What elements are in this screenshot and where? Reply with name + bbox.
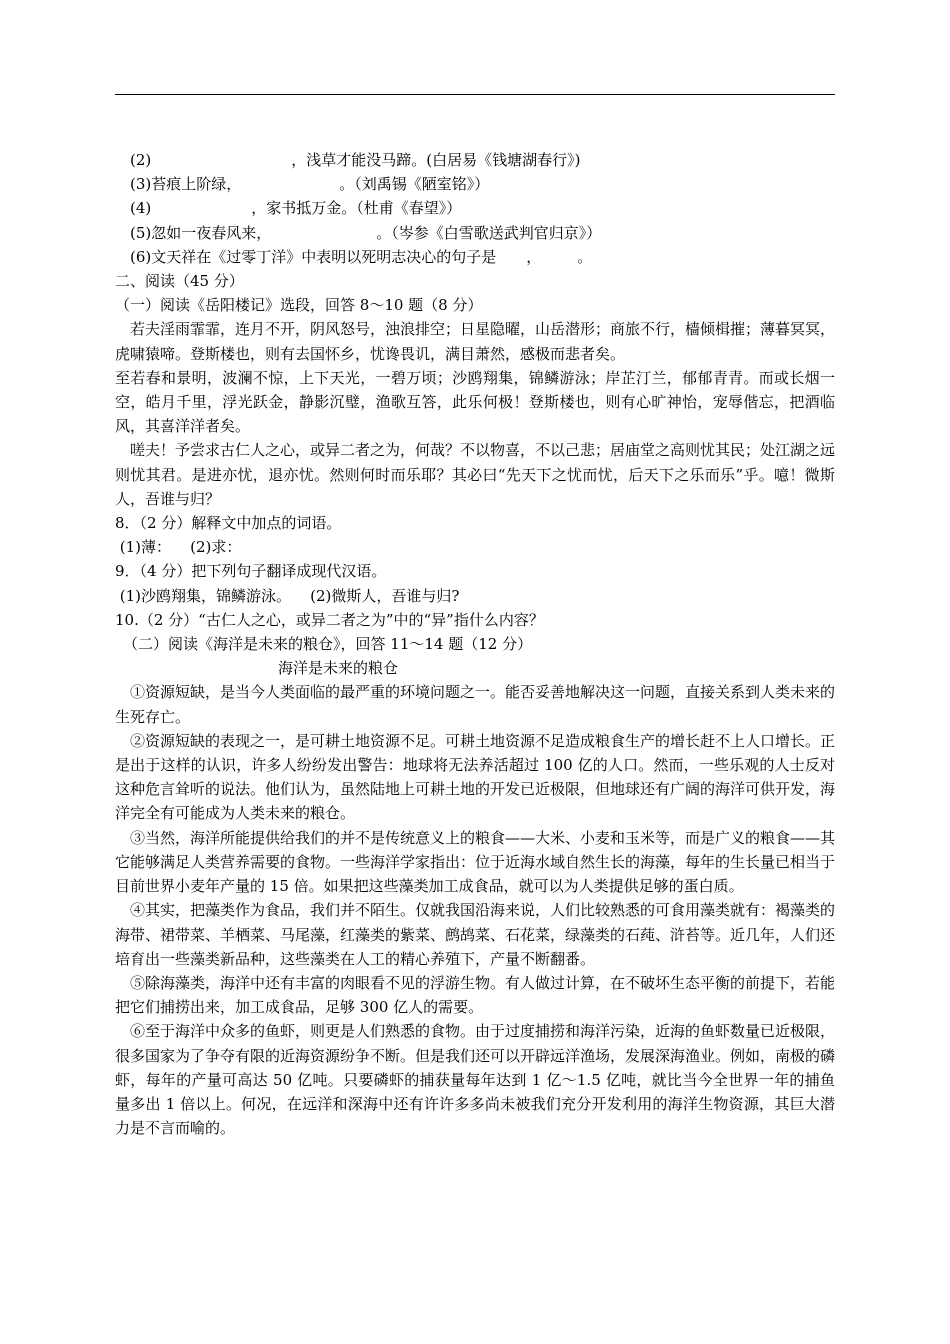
article-paragraph: ④其实，把藻类作为食品，我们并不陌生。仅就我国沿海来说，人们比较熟悉的可食用藻类就有：褐藻类的海带、裙带菜、羊栖菜、马尾藻，红藻类的紫菜、鹧鸪菜、石花菜，绿藻类的石莼、浒苔等。近几年，人们还培育出一些藻类新品种，这些藻类在人工的精心养殖下，产量不断翻番。 [115, 901, 836, 968]
document-body [115, 148, 835, 1140]
question-8: 8．（2 分）解释文中加点的词语。 [115, 514, 342, 533]
part2-heading: （二）阅读《海洋是未来的粮仓》，回答 11～14 题（12 分） [123, 635, 533, 654]
part1-heading: （一）阅读《岳阳楼记》选段，回答 8～10 题（8 分） [115, 296, 483, 315]
section-heading: 二、阅读（45 分） [115, 272, 244, 291]
question-9: 9．（4 分）把下列句子翻译成现代汉语。 [115, 562, 387, 581]
passage-paragraph: 至若春和景明，波澜不惊，上下天光，一碧万顷；沙鸥翔集，锦鳞游泳；岸芷汀兰，郁郁青青。而或长烟一空，皓月千里，浮光跃金，静影沉璧，渔歌互答，此乐何极！登斯楼也，则有心旷神怡，宠辱偕忘，把酒临风，其喜洋洋者矣。 [115, 368, 835, 436]
question-8-items: (1)薄： (2)求： [115, 538, 242, 557]
poem-line-5: (5)忽如一夜春风来， 。（岑参《白雪歌送武判官归京》） [130, 223, 602, 242]
article-title: 海洋是未来的粮仓 [278, 659, 399, 678]
article-paragraph: ⑤除海藻类，海洋中还有丰富的肉眼看不见的浮游生物。有人做过计算，在不破坏生态平衡的前提下，若能把它们捕捞出来，加工成食品，足够 300 亿人的需要。 [115, 973, 836, 1017]
header-rule [115, 94, 835, 95]
article-paragraph: ①资源短缺，是当今人类面临的最严重的环境问题之一。能否妥善地解决这一问题，直接关系到人类未来的生死存亡。 [115, 683, 836, 726]
poem-line-2: (2) ，浅草才能没马蹄。(白居易《钱塘湖春行》) [130, 151, 581, 169]
article-paragraph: ⑥至于海洋中众多的鱼虾，则更是人们熟悉的食物。由于过度捕捞和海洋污染，近海的鱼虾数量已近极限，很多国家为了争夺有限的近海资源纷争不断。但是我们还可以开辟远洋渔场，发展深海渔业。例如，南极的磷虾，每年的产量可高达 50 亿吨。只要磷虾的捕获量每年达到 1 亿～1.5 亿吨，就比当今全世界一年的捕鱼量多出 1 倍以上。何况，在远洋和深海中还有许许多多尚未被我们充分开发利用的海洋生物资源，其巨大潜力是不言而喻的。 [115, 1022, 836, 1138]
passage-paragraph: 嗟夫！予尝求古仁人之心，或异二者之为，何哉？不以物喜，不以己悲；居庙堂之高则忧其民；处江湖之远则忧其君。是进亦忧，退亦忧。然则何时而乐耶？其必曰“先天下之忧而忧，后天下之乐而乐”乎。噫！微斯人，吾谁与归？ [115, 441, 836, 508]
question-9-items: (1)沙鸥翔集，锦鳞游泳。 (2)微斯人，吾谁与归? [115, 586, 460, 605]
question-10: 10.（2 分）“古仁人之心，或异二者之为”中的“异”指什么内容？ [115, 610, 544, 629]
poem-line-6: (6)文天祥在《过零丁洋》中表明以死明志决心的句子是 ， 。 [130, 247, 593, 266]
article-paragraph: ②资源短缺的表现之一，是可耕土地资源不足。可耕土地资源不足造成粮食生产的增长赶不上人口增长。正是出于这样的认识，许多人纷纷发出警告：地球将无法养活超过 100 亿的人口。然而，一些乐观的人士反对这种危言耸听的说法。他们认为，虽然陆地上可耕土地的开发已近极限，但地球还有广阔的海洋可供开发，海洋完全有可能成为人类未来的粮仓。 [115, 731, 836, 823]
article-paragraph: ③当然，海洋所能提供给我们的并不是传统意义上的粮食——大米、小麦和玉米等，而是广义的粮食——其它能够满足人类营养需要的食物。一些海洋学家指出：位于近海水域自然生长的海藻，每年的生长量已相当于目前世界小麦年产量的 15 倍。如果把这些藻类加工成食品，就可以为人类提供足够的蛋白质。 [115, 828, 836, 896]
poem-line-3: (3)苔痕上阶绿， 。（刘禹锡《陋室铭》） [130, 175, 490, 194]
poem-line-4: (4) ，家书抵万金。（杜甫《春望》） [130, 199, 462, 218]
passage-paragraph: 若夫淫雨霏霏，连月不开，阴风怒号，浊浪排空；日星隐曜，山岳潜形；商旅不行，樯倾楫摧；薄暮冥冥，虎啸猿啼。登斯楼也，则有去国怀乡，忧谗畏讥，满目萧然，感极而悲者矣。 [115, 320, 836, 363]
